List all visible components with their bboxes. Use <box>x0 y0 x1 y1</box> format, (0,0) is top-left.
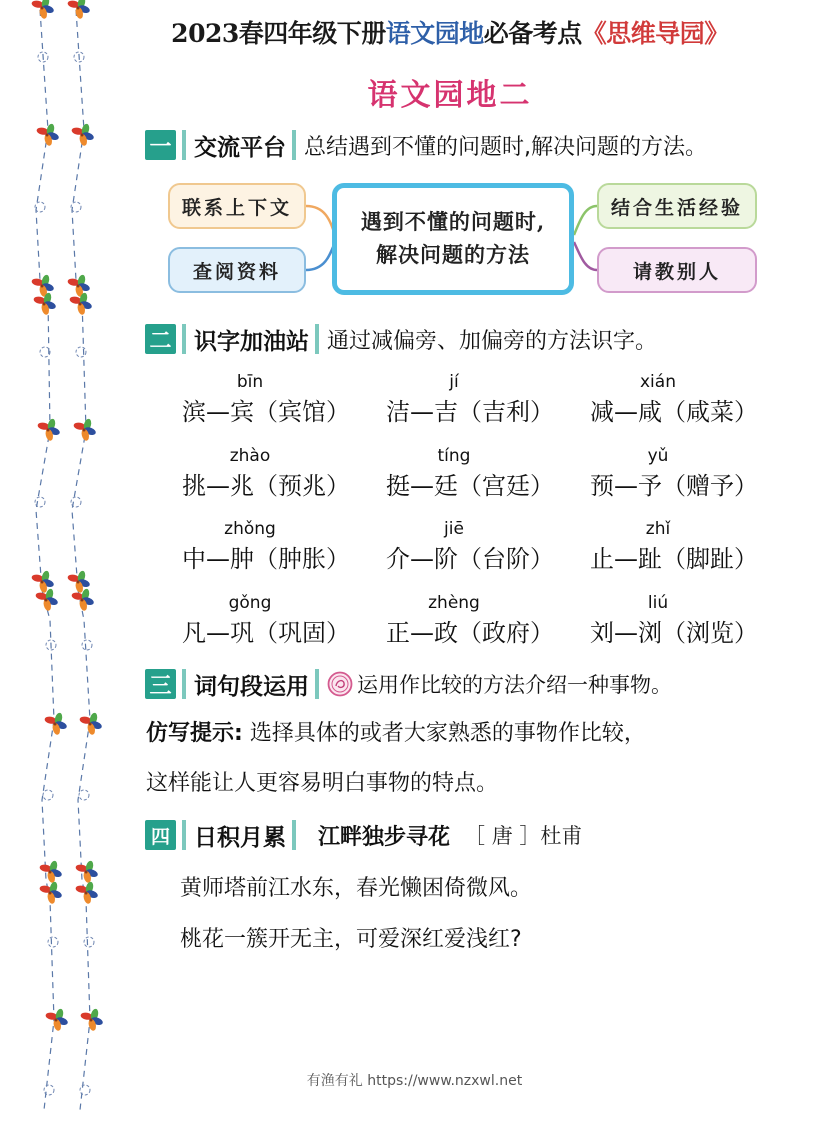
char-item <box>182 446 382 504</box>
section-name: 词句段运用 <box>194 673 309 700</box>
title-highlight-blue: 语文园地 <box>385 19 484 48</box>
poem-line: 黄师塔前江水东，春光懒困倚微风。 <box>180 876 533 901</box>
mind-node-reference: 查阅资料 <box>168 247 306 293</box>
section-badge: 四 <box>145 820 176 850</box>
char-pair: 正—政（政府） <box>386 619 554 647</box>
section-name: 识字加油站 <box>194 328 309 355</box>
writing-hint-line-1 <box>146 716 646 747</box>
section-4-header <box>145 818 582 852</box>
section-2-header <box>145 322 657 356</box>
flower-stamp-icon <box>327 671 353 697</box>
char-item <box>590 372 790 430</box>
char-pair: 滨—宾（宾馆） <box>182 398 350 426</box>
section-3-header <box>145 667 672 701</box>
char-pair: 止—趾（脚趾） <box>590 545 758 573</box>
pinyin: xián <box>640 372 676 392</box>
hint-text: 选择具体的或者大家熟悉的事物作比较， <box>249 721 646 746</box>
footer-watermark: 有渔有礼 https://www.nzxwl.net <box>306 1073 523 1089</box>
poem-line: 桃花一簇开无主，可爱深红爱浅红? <box>180 927 522 952</box>
pinyin: bīn <box>236 372 264 392</box>
char-item <box>182 372 382 430</box>
divider <box>315 324 319 354</box>
char-item <box>182 593 382 651</box>
center-line-2: 解决问题的方法 <box>376 242 530 267</box>
char-item <box>386 372 586 430</box>
char-pair: 凡—巩（巩固） <box>182 619 350 647</box>
char-pair: 预—予（赠予） <box>590 472 758 500</box>
char-item <box>590 446 790 504</box>
divider <box>315 669 319 699</box>
side-decoration <box>0 0 120 1122</box>
char-item <box>590 519 790 577</box>
section-name: 日积月累 <box>194 824 286 851</box>
poem-title: 江畔独步寻花 <box>318 824 451 850</box>
char-item <box>386 446 586 504</box>
section-description: 运用作比较的方法介绍一种事物。 <box>357 673 672 697</box>
mind-map <box>165 180 765 298</box>
title-middle: 必备考点 <box>483 19 582 48</box>
pinyin: tíng <box>437 446 471 466</box>
char-row <box>182 372 782 430</box>
mind-node-context: 联系上下文 <box>168 183 306 229</box>
section-description: 通过减偏旁、加偏旁的方法识字。 <box>327 328 658 354</box>
mind-node-ask-others: 请教别人 <box>597 247 757 293</box>
char-pair: 减—咸（咸菜） <box>590 398 758 426</box>
pinyin: gǒng <box>228 593 272 613</box>
char-pair: 挑—兆（预兆） <box>182 472 350 500</box>
poem-author: ［ 唐 ］杜甫 <box>464 824 583 848</box>
mind-node-center <box>332 183 574 295</box>
section-description: 总结遇到不懂的问题时,解决问题的方法。 <box>304 134 707 160</box>
char-item <box>590 593 790 651</box>
pinyin: zhèng <box>428 593 480 613</box>
divider <box>182 130 186 160</box>
char-row <box>182 519 782 577</box>
page-title <box>140 14 760 50</box>
divider <box>182 324 186 354</box>
divider <box>182 820 186 850</box>
pinyin: zhào <box>229 446 271 466</box>
divider <box>182 669 186 699</box>
mind-node-life-experience: 结合生活经验 <box>597 183 757 229</box>
pinyin: jí <box>449 372 459 392</box>
pinyin: zhǐ <box>645 519 671 539</box>
pinyin: yǔ <box>647 446 669 466</box>
pinyin: jiē <box>444 519 464 539</box>
char-row <box>182 593 782 651</box>
char-pair: 刘—浏（浏览） <box>590 619 758 647</box>
hint-label: 仿写提示: <box>146 721 243 746</box>
char-row <box>182 446 782 504</box>
writing-hint-line-2: 这样能让人更容易明白事物的特点。 <box>146 771 499 796</box>
section-name: 交流平台 <box>194 134 286 161</box>
section-badge: 三 <box>145 669 176 699</box>
char-pair: 洁—吉（吉利） <box>386 398 554 426</box>
char-item <box>386 519 586 577</box>
char-pair: 挺—廷（宫廷） <box>386 472 554 500</box>
center-line-1: 遇到不懂的问题时, <box>360 209 546 235</box>
char-pair: 中—肿（肿胀） <box>182 545 350 573</box>
char-item <box>182 519 382 577</box>
char-pair: 介—阶（台阶） <box>386 545 554 573</box>
title-prefix: 2023春四年级下册 <box>171 19 386 48</box>
section-badge: 二 <box>145 324 176 354</box>
pinyin: liú <box>647 593 669 613</box>
divider <box>292 820 296 850</box>
unit-subtitle: 语文园地二 <box>367 78 533 113</box>
section-1-header <box>145 128 707 162</box>
divider <box>292 130 296 160</box>
pinyin: zhǒng <box>224 519 276 539</box>
char-item <box>386 593 586 651</box>
title-highlight-red: 《思维导园》 <box>581 19 729 48</box>
section-badge: 一 <box>145 130 176 160</box>
